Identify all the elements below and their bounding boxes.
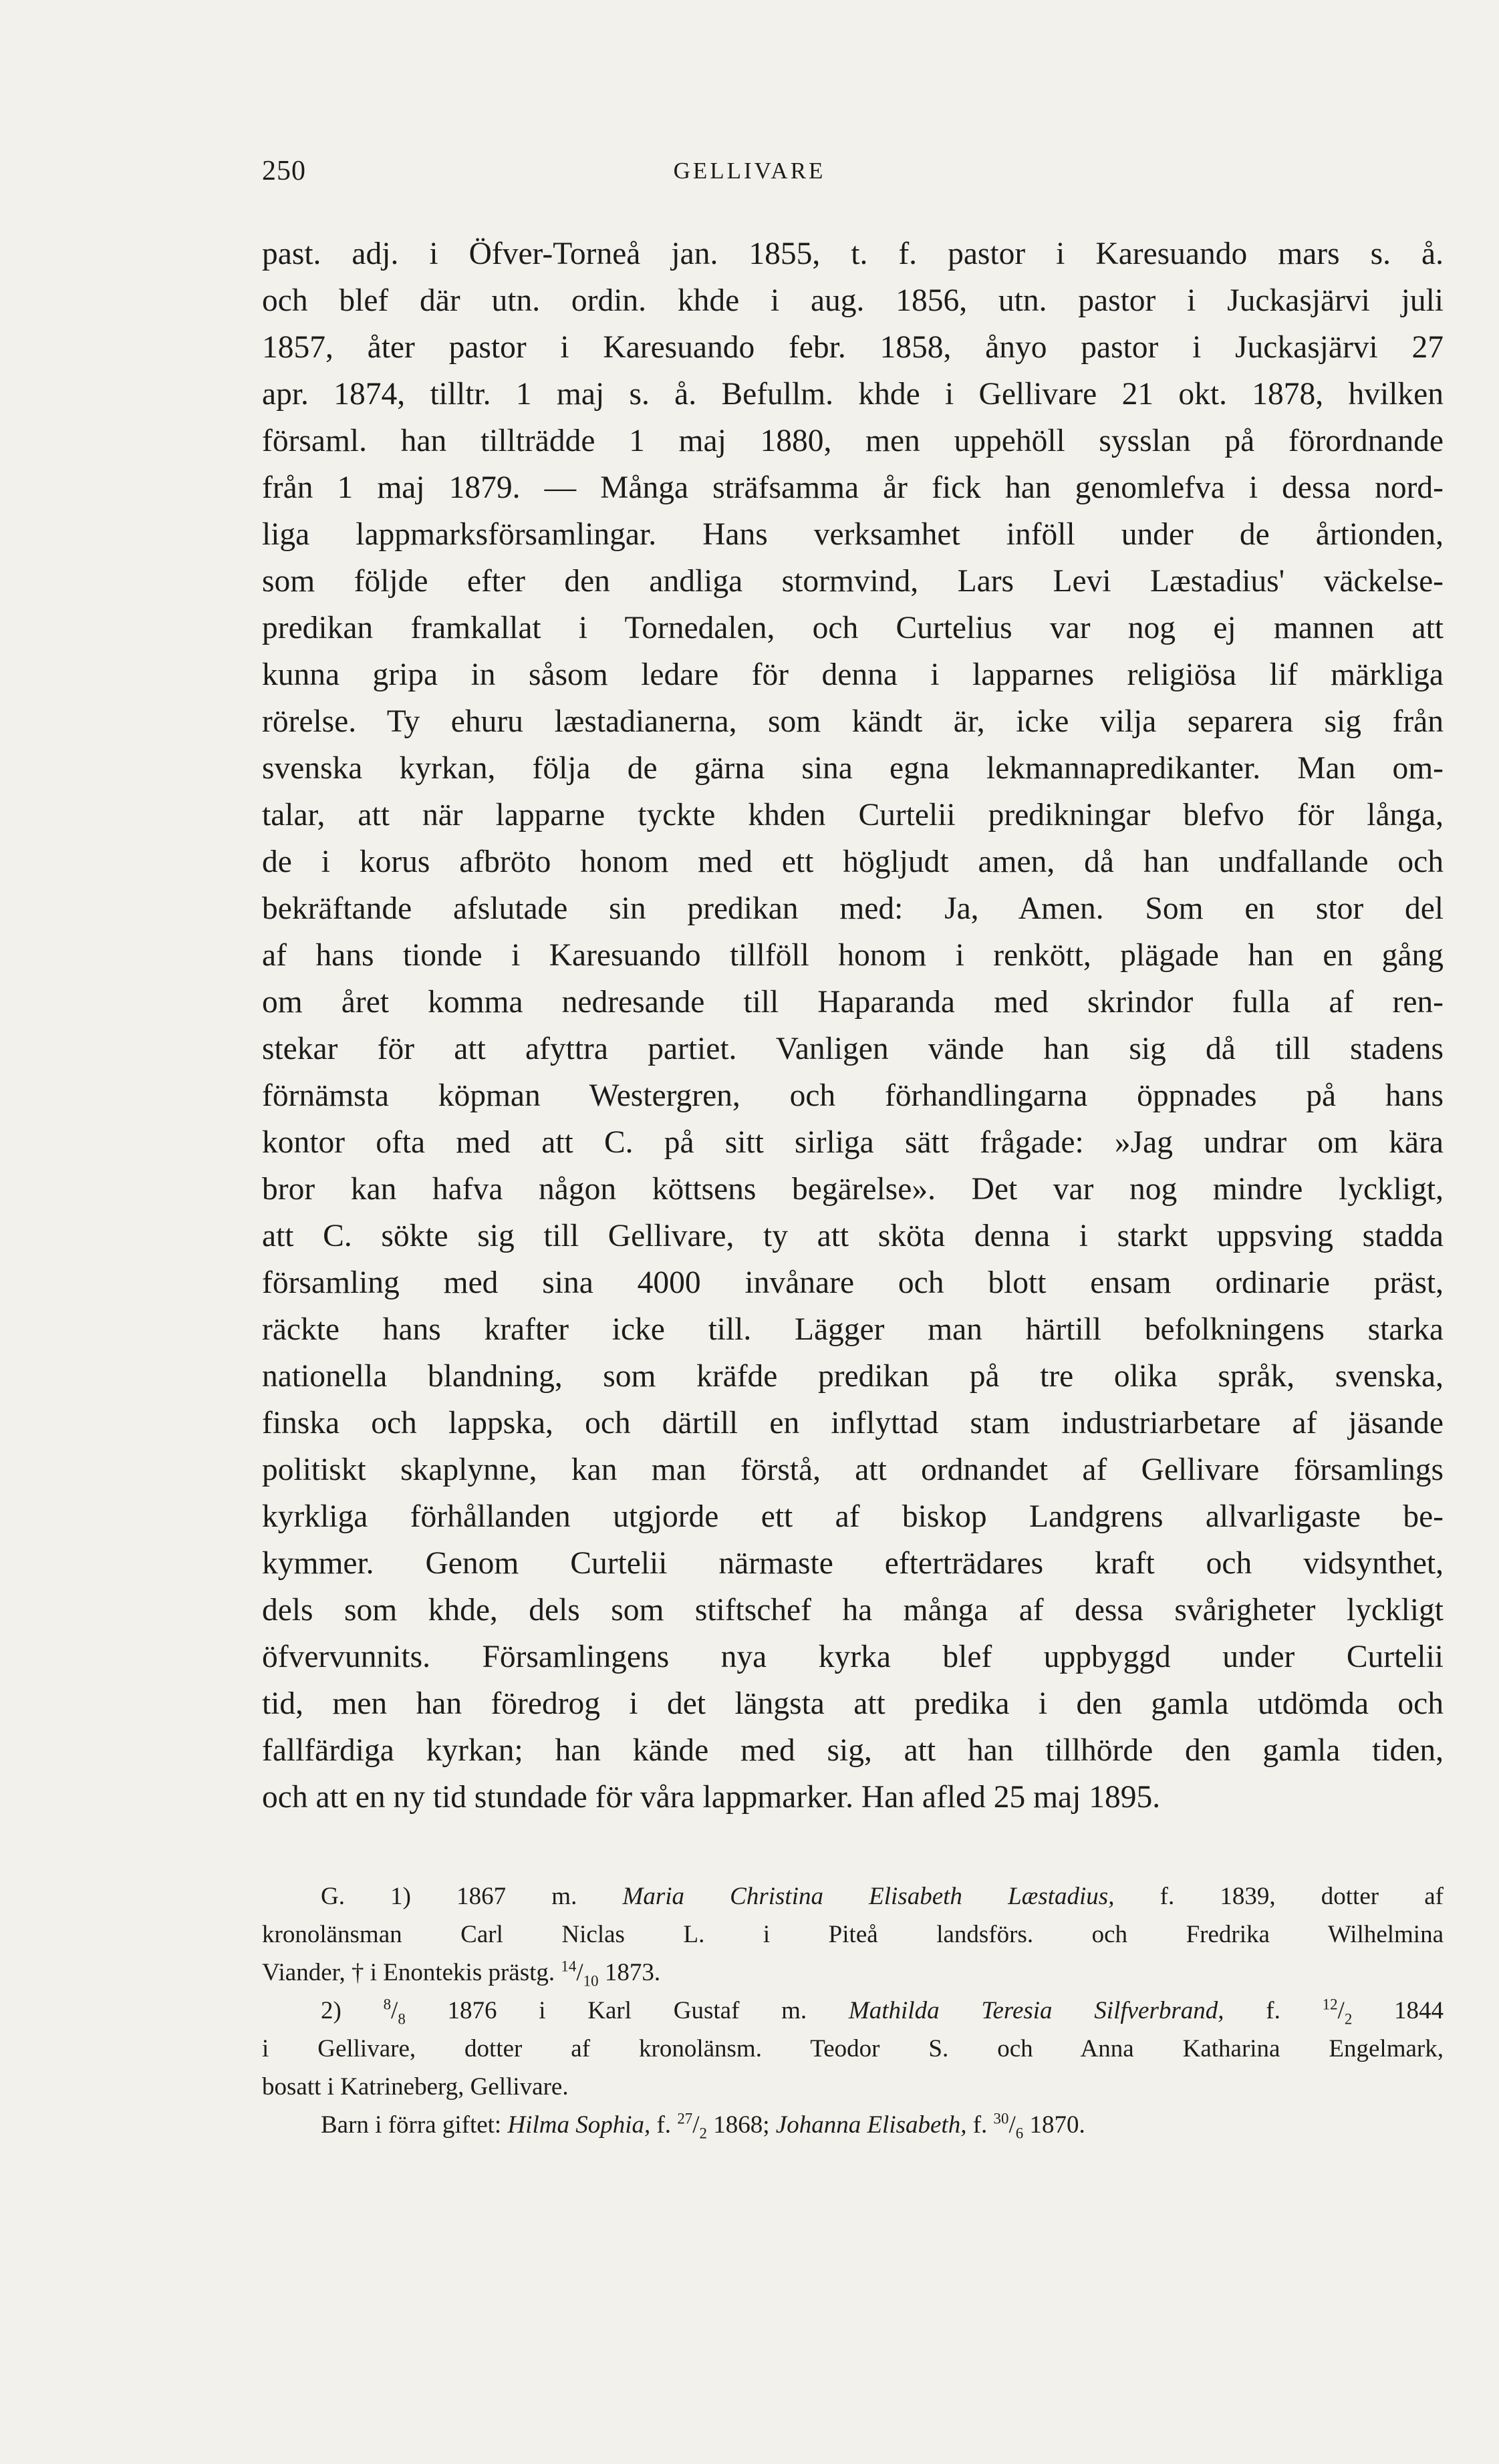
body-line: apr. 1874, tilltr. 1 maj s. å. Befullm. khde i Gellivare 21 okt. 1878, hvilken <box>262 377 1444 412</box>
body-line: att C. sökte sig till Gellivare, ty att sköta denna i starkt uppsving stadda <box>262 1219 1444 1253</box>
running-title: GELLIVARE <box>673 158 826 184</box>
body-line: svenska kyrkan, följa de gärna sina egna lekmannapredikanter. Man om- <box>262 751 1444 786</box>
date-day: 27 <box>677 2110 693 2127</box>
body-line: som följde efter den andliga stormvind, Lars Levi Læstadius' väckelse- <box>262 564 1444 599</box>
marriage-notes <box>262 1877 1444 2144</box>
child-name: Hilma Sophia, <box>507 2111 651 2139</box>
note-text: 1844 <box>1352 1997 1444 2024</box>
body-line: bror kan hafva någon köttsens begärelse». Det var nog mindre lyckligt, <box>262 1172 1444 1207</box>
body-line: fallfärdiga kyrkan; han kände med sig, att han tillhörde den gamla tiden, <box>262 1733 1444 1768</box>
body-line: kontor ofta med att C. på sitt sirliga sätt frågade: »Jag undrar om kära <box>262 1125 1444 1160</box>
body-line: om året komma nedresande till Haparanda med skrindor fulla af ren- <box>262 985 1444 1020</box>
body-line: bekräftande afslutade sin predikan med: Ja, Amen. Som en stor del <box>262 891 1444 926</box>
body-line: nationella blandning, som kräfde predikan på tre olika språk, svenska, <box>262 1359 1444 1394</box>
note-line: 2) $^8/_8$ 1876 i Karl Gustaf m. Mathilda Teresia Silfverbrand, f. $^{12}/_2$ 1844 <box>321 1996 1444 2028</box>
body-line: och att en ny tid stundade för våra lappmarker. Han afled 25 maj 1895. <box>262 1780 1161 1815</box>
date-month: 6 <box>1015 2125 1024 2142</box>
note-text: f. 1839, dotter af <box>1114 1883 1444 1910</box>
note-line: i Gellivare, dotter af kronolänsm. Teodor S. och Anna Katharina Engelmark, <box>262 2035 1444 2062</box>
note-line: Viander, † i Enontekis prästg. $^{14}/_{10}$ 1873. <box>262 1958 661 1990</box>
body-line: tid, men han föredrog i det längsta att predika i den gamla utdömda och <box>262 1686 1444 1721</box>
note-text: 1868; <box>707 2111 776 2139</box>
body-line: och blef där utn. ordin. khde i aug. 1856, utn. pastor i Juckasjärvi juli <box>262 283 1444 318</box>
note-text: 1873. <box>598 1959 661 1986</box>
date-day: 14 <box>561 1958 577 1975</box>
spouse-name: Maria Christina Elisabeth Læstadius, <box>622 1883 1115 1910</box>
note-line <box>262 1877 1444 1915</box>
body-line: räckte hans krafter icke till. Lägger man härtill befolkningens starka <box>262 1312 1444 1347</box>
body-line: past. adj. i Öfver-Torneå jan. 1855, t. f. pastor i Karesuando mars s. å. <box>262 237 1444 271</box>
note-text: f. <box>650 2111 678 2139</box>
note-text: Viander, † i Enontekis prästg. <box>262 1959 561 1986</box>
note-line: kronolänsman Carl Niclas L. i Piteå landsförs. och Fredrika Wilhelmina <box>262 1921 1444 1948</box>
spouse-name: Mathilda Teresia Silfverbrand, <box>848 1997 1224 2024</box>
body-line: politiskt skaplynne, kan man förstå, att ordnandet af Gellivare församlings <box>262 1452 1444 1487</box>
date-month: 10 <box>583 1972 599 1990</box>
date-day: 8 <box>383 1996 392 2013</box>
body-line: predikan framkallat i Tornedalen, och Curtelius var nog ej mannen att <box>262 611 1444 645</box>
body-line: dels som khde, dels som stiftschef ha många af dessa svårigheter lyckligt <box>262 1593 1444 1628</box>
date-day: 12 <box>1322 1996 1338 2013</box>
note-text: 1876 i Karl Gustaf m. <box>405 1997 849 2024</box>
child-name: Johanna Elisabeth, <box>775 2111 967 2139</box>
note-line: bosatt i Katrineberg, Gellivare. <box>262 2073 569 2101</box>
body-line: liga lappmarksförsamlingar. Hans verksamhet inföll under de årtionden, <box>262 517 1444 552</box>
body-line: 1857, åter pastor i Karesuando febr. 1858, ånyo pastor i Juckasjärvi 27 <box>262 330 1444 365</box>
date-day: 30 <box>993 2110 1009 2127</box>
body-line: af hans tionde i Karesuando tillföll honom i renkött, plägade han en gång <box>262 938 1444 973</box>
body-line: kunna gripa in såsom ledare för denna i lapparnes religiösa lif märkliga <box>262 657 1444 692</box>
note-text: f. <box>966 2111 994 2139</box>
page-number: 250 <box>262 156 306 186</box>
body-line: rörelse. Ty ehuru læstadianerna, som kändt är, icke vilja separera sig från <box>262 704 1444 739</box>
note-text: G. 1) 1867 m. <box>321 1883 623 1910</box>
body-line: de i korus afbröto honom med ett högljudt amen, då han undfallande och <box>262 844 1444 879</box>
date-month: 2 <box>699 2125 707 2142</box>
note-line: Barn i förra giftet: Hilma Sophia, f. $^{27}/_2$ 1868; Johanna Elisabeth, f. $^{30}/_6$ 1870. <box>321 2110 1085 2142</box>
note-text: 2) <box>321 1997 384 2024</box>
note-text: Barn i förra giftet: <box>321 2111 508 2139</box>
note-text: 1870. <box>1023 2111 1085 2139</box>
date-month: 2 <box>1344 2010 1353 2028</box>
body-line: öfvervunnits. Församlingens nya kyrka blef uppbyggd under Curtelii <box>262 1640 1444 1674</box>
body-line: stekar för att afyttra partiet. Vanligen vände han sig då till stadens <box>262 1032 1444 1066</box>
body-line: förnämsta köpman Westergren, och förhandlingarna öppnades på hans <box>262 1078 1444 1113</box>
date-month: 8 <box>398 2010 406 2028</box>
body-text <box>262 230 1444 1821</box>
body-line: kyrkliga förhållanden utgjorde ett af biskop Landgrens allvarligaste be- <box>262 1499 1444 1534</box>
body-line: kymmer. Genom Curtelii närmaste efterträdares kraft och vidsynthet, <box>262 1546 1444 1581</box>
body-line: talar, att när lapparne tyckte khden Curtelii predikningar blefvo för långa, <box>262 798 1444 832</box>
note-text: f. <box>1224 1997 1323 2024</box>
page-header <box>0 155 1499 195</box>
body-line: församling med sina 4000 invånare och blott ensam ordinarie präst, <box>262 1265 1444 1300</box>
body-line: från 1 maj 1879. — Många sträfsamma år fick han genomlefva i dessa nord- <box>262 470 1444 505</box>
body-line: finska och lappska, och därtill en inflyttad stam industriarbetare af jäsande <box>262 1406 1444 1440</box>
body-line: församl. han tillträdde 1 maj 1880, men uppehöll sysslan på förordnande <box>262 424 1444 458</box>
